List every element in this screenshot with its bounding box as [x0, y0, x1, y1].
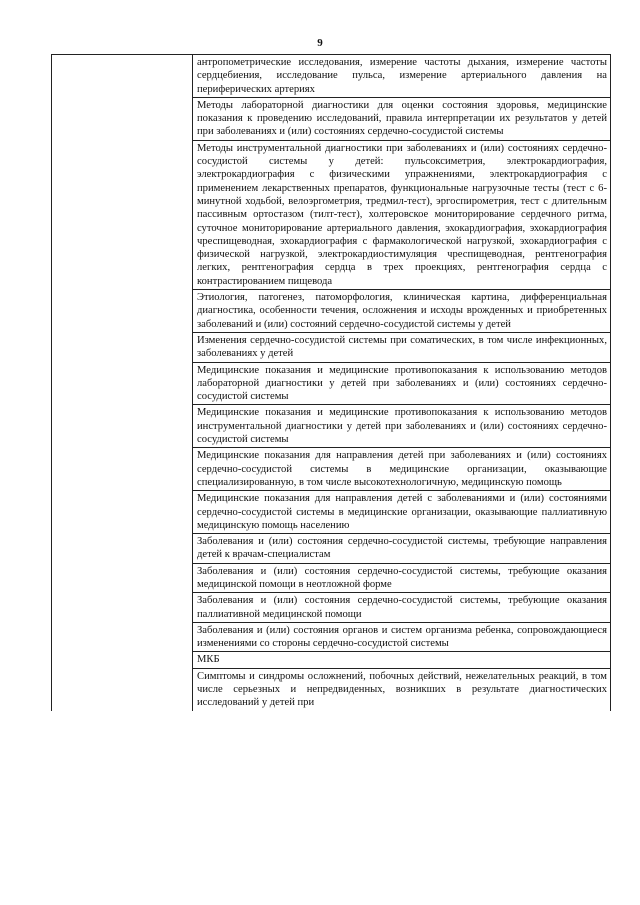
cell-text: Заболевания и (или) состояния сердечно-сосудистой системы, требующие оказания медицинской помощи в неотложной форме: [197, 565, 607, 590]
requirements-table: [51, 54, 611, 711]
cell-text: Этиология, патогенез, патоморфология, клиническая картина, дифференциальная диагностика, особенности течения, осложнения и исходы врожденных и приобретенных заболеваний и (или) состояний сердечно-сосудистой системы у детей: [197, 292, 607, 330]
cell-text: Заболевания и (или) состояния сердечно-сосудистой системы, требующие направления детей к врачам-специалистам: [197, 536, 607, 561]
table-cell: [193, 55, 611, 98]
table-cell: [193, 652, 611, 668]
cell-text: антропометрические исследования, измерение частоты дыхания, измерение частоты сердцебиения, исследование пульса, измерение артериального давления на периферических артериях: [197, 57, 607, 95]
cell-text: Методы инструментальной диагностики при заболеваниях и (или) состояниях сердечно-сосудистой системы у детей: пульсоксиметрия, электрокардиография, электрокардиография с физическими упражнениями, электрокардиография с применением лекарственных препаратов, функциональные нагрузочные тесты (тест с 6-минутной ходьбой, велоэргометрия, тредмил-тест), эргоспирометрия, тест с длительным пассивным ортостазом (тилт-тест), холтеровское мониторирование сердечного ритма, суточное мониторирование артериального давления, эхокардиография, эхокардиография чреспищеводная, эхокардиография с фармакологической нагрузкой, эхокардиография с физической нагрузкой, электрокардиостимуляция чреспищеводная, рентгенография легких, рентгенография сердца в трех проекциях, рентгенография сердца с контрастированием пищевода: [197, 142, 607, 287]
cell-text: Симптомы и синдромы осложнений, побочных действий, нежелательных реакций, в том числе серьезных и непредвиденных, возникших в результате диагностических исследований у детей при: [197, 670, 607, 709]
cell-text: Заболевания и (или) состояния органов и систем организма ребенка, сопровождающиеся изменениями со стороны сердечно-сосудистой системы: [197, 624, 607, 650]
page-number: 9: [317, 37, 323, 49]
table-cell: [193, 140, 611, 289]
cell-text: Заболевания и (или) состояния сердечно-сосудистой системы, требующие оказания паллиативной медицинской помощи: [197, 595, 607, 620]
cell-text: МКБ: [197, 654, 220, 666]
cell-text: Изменения сердечно-сосудистой системы при соматических, в том числе инфекционных, заболеваниях у детей: [197, 334, 607, 360]
table-cell: [193, 405, 611, 448]
table-cell: [193, 491, 611, 534]
cell-text: Медицинские показания и медицинские противопоказания к использованию методов лабораторной диагностики у детей при заболеваниях и (или) состояниях сердечно-сосудистой системы: [197, 364, 607, 403]
table-cell: [193, 362, 611, 405]
cell-text: Медицинские показания и медицинские противопоказания к использованию методов инструментальной диагностики у детей при заболеваниях и (или) состояниях сердечно-сосудистой системы: [197, 407, 607, 446]
table-cell: [193, 332, 611, 362]
table-cell: [193, 563, 611, 593]
table-cell: [193, 97, 611, 140]
table-cell: [193, 534, 611, 564]
cell-text: Медицинские показания для направления детей при заболеваниях и (или) состояниях сердечно-сосудистой системы в медицинские организации, оказывающие специализированную, в том числе высокотехнологичную, медицинскую помощь: [197, 450, 607, 488]
table-cell: [193, 622, 611, 652]
table-cell: [193, 290, 611, 333]
table-cell: [193, 448, 611, 491]
table-row: [52, 55, 611, 98]
table-cell: [193, 593, 611, 623]
cell-text: Методы лабораторной диагностики для оценки состояния здоровья, медицинские показания к проведению исследований, правила интерпретации их результатов у детей при заболеваниях и (или) состояниях сердечно-сосудистой системы: [197, 99, 607, 138]
left-column-cell: [52, 55, 193, 711]
table-cell: [193, 668, 611, 710]
cell-text: Медицинские показания для направления детей с заболеваниями и (или) состояниями сердечно-сосудистой системы в медицинские организации, оказывающие паллиативную медицинскую помощь населению: [197, 493, 607, 531]
